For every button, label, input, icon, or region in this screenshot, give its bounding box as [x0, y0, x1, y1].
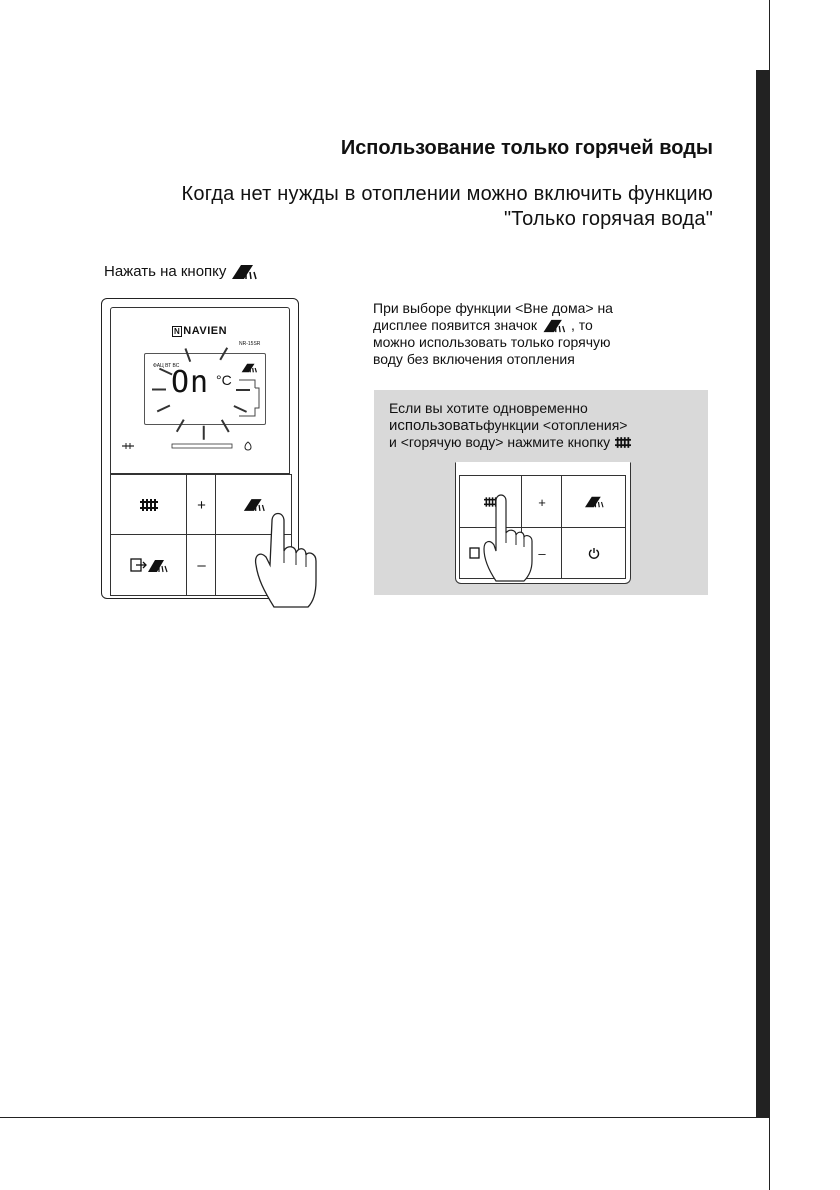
description	[373, 300, 713, 368]
mini-power-button[interactable]	[561, 527, 626, 579]
note-line-3	[389, 434, 709, 451]
note-text	[389, 400, 709, 451]
mini-plus-button[interactable]: +	[521, 475, 563, 529]
instruction	[104, 263, 257, 280]
lcd-bracket	[237, 378, 261, 418]
side-tab-bar	[756, 70, 770, 1117]
mini-hot-water-button[interactable]	[561, 475, 626, 529]
radiator-icon	[615, 437, 631, 448]
note-text: и <горячую воду> нажмите кнопку	[389, 434, 611, 450]
radiator-icon	[140, 499, 158, 511]
blink-ray	[203, 426, 205, 440]
pointing-hand	[242, 499, 322, 609]
note-line-2	[389, 417, 709, 434]
blink-ray	[152, 389, 166, 391]
plus-button[interactable]: +	[186, 474, 217, 536]
model-label: NR-15SR	[239, 341, 261, 347]
pointing-hand	[476, 491, 536, 583]
minus-button[interactable]: –	[186, 534, 217, 596]
note-text-emphasis: использовать	[389, 417, 484, 434]
lcd-hot-water-icon	[241, 362, 257, 374]
room-controller	[101, 298, 299, 599]
hot-water-icon	[542, 319, 566, 333]
mini-minus-button[interactable]: –	[521, 527, 563, 579]
section-title: Использование только горячей воды	[340, 137, 713, 159]
footer-rule	[0, 1117, 770, 1118]
flame-scale	[120, 441, 265, 451]
hot-water-icon	[584, 496, 604, 508]
mini-controller	[455, 462, 631, 584]
description-line-4: воду без включения отопления	[373, 351, 575, 367]
subtitle-line-2: "Только горячая вода"	[504, 208, 713, 230]
description-text: дисплее появится значок	[373, 317, 537, 333]
subtitle-line-1: Когда нет нужды в отоплении можно включить функцию	[181, 183, 713, 205]
hot-water-icon	[231, 264, 257, 280]
note-text: функции <отопления>	[483, 417, 628, 433]
lcd-unit: °C	[216, 372, 232, 388]
description-line-2	[373, 317, 713, 334]
description-line-3: можно использовать только горячую	[373, 334, 611, 350]
description-line-1: При выборе функции <Вне дома> на	[373, 300, 613, 316]
heating-button[interactable]	[110, 474, 188, 536]
away-hot-water-icon	[130, 557, 168, 573]
note-line-1: Если вы хотите одновременно	[389, 400, 588, 416]
blink-ray	[236, 389, 250, 391]
description-text: , то	[570, 317, 593, 333]
power-icon	[588, 547, 600, 559]
brand-logo: N NAVIEN	[174, 325, 228, 337]
away-button[interactable]	[110, 534, 188, 596]
lcd-mode-label: ФАЦ ВТ ВС	[153, 363, 180, 369]
instruction-text: Нажать на кнопку	[104, 263, 227, 280]
lcd-value: On	[171, 365, 210, 400]
section-subtitle	[182, 182, 713, 232]
